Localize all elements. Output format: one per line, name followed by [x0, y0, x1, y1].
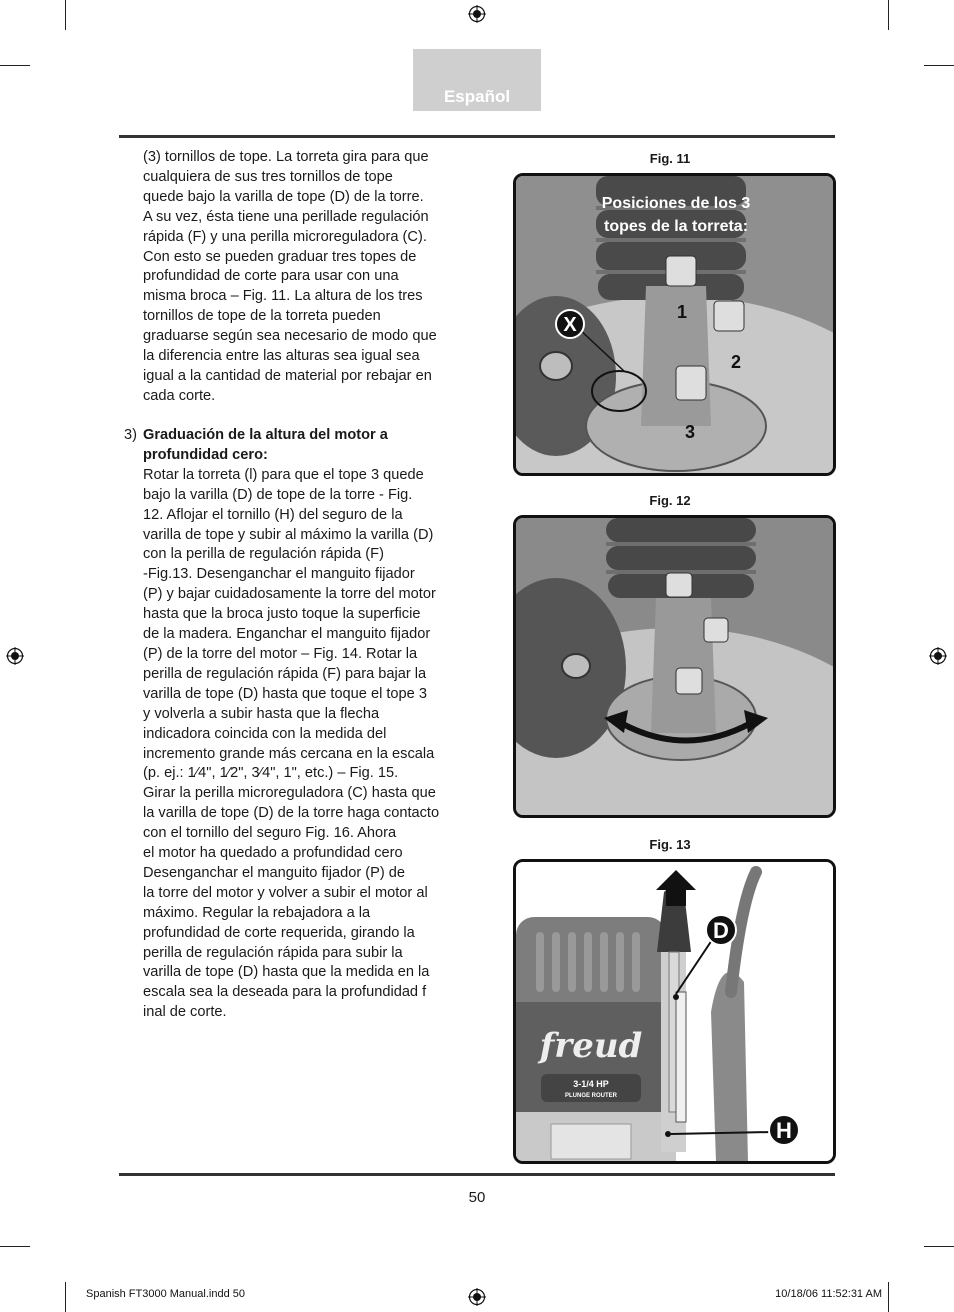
fig13-brand-logo: freud — [539, 1026, 643, 1066]
text-line: (P) y bajar cuidadosamente la torre del motor — [143, 586, 436, 603]
text-line: perilla de regulación rápida para subir la — [143, 944, 403, 961]
file-slug: Spanish FT3000 Manual.indd 50 — [86, 1288, 245, 1300]
text-line: A su vez, ésta tiene una perillade regulación — [143, 208, 429, 225]
text-line: varilla de tope (D) hasta que la medida en la — [143, 964, 430, 981]
crop-mark — [888, 1282, 889, 1312]
text-line: indicadora coincida con la medida del — [143, 725, 387, 742]
text-line: bajo la varilla (D) de tope de la torre - Fig. — [143, 486, 413, 503]
fig11-caption-line1: Posiciones de los 3 — [601, 195, 751, 212]
text-line: (p. ej.: 1⁄4", 1⁄2", 3⁄4", 1", etc.) – Fig. 15. — [143, 765, 399, 782]
fig12-photo — [513, 515, 836, 818]
crop-mark — [924, 65, 954, 66]
section-heading: profundidad cero: — [143, 446, 268, 463]
crop-mark — [0, 65, 30, 66]
crop-mark — [0, 1246, 30, 1247]
registration-mark-icon — [929, 647, 947, 665]
text-line: varilla de tope (D) hasta que toque el tope 3 — [143, 685, 427, 702]
text-line: (3) tornillos de tope. La torreta gira para que — [143, 149, 429, 165]
text-line: Con esto se pueden graduar tres topes de — [143, 248, 417, 265]
text-line: Desenganchar el manguito fijador (P) de — [143, 864, 406, 881]
text-line: perilla de regulación rápida (F) para bajar la — [143, 665, 427, 682]
crop-mark — [65, 1282, 66, 1312]
fig13-model-line1: 3-1/4 HP — [573, 1079, 609, 1089]
registration-mark-icon — [468, 1288, 486, 1306]
paragraph-zero-depth — [143, 426, 481, 1023]
text-line: máximo. Regular la rebajadora a la — [143, 904, 371, 921]
text-line: (P) de la torre del motor – Fig. 14. Rotar la — [143, 645, 418, 662]
text-line: hasta que la broca justo toque la superficie — [143, 606, 421, 623]
text-line: quede bajo la varilla de tope (D) de la torre. — [143, 188, 424, 205]
fig13-model-line2: PLUNGE ROUTER — [564, 1093, 618, 1099]
page-number: 50 — [468, 1189, 486, 1206]
fig13-marker-h: H — [776, 1118, 792, 1143]
text-line: tornillos de tope de la torreta pueden — [143, 308, 381, 325]
print-timestamp: 10/18/06 11:52:31 AM — [775, 1288, 882, 1300]
text-line: de la madera. Enganchar el manguito fijador — [143, 626, 431, 643]
fig11-stop-1: 1 — [676, 302, 688, 322]
text-line: inal de corte. — [143, 1004, 227, 1021]
fig13-label: Fig. 13 — [649, 837, 691, 852]
text-line: 12. Aflojar el tornillo (H) del seguro de la — [143, 506, 403, 523]
fig11-marker-x: X — [563, 314, 577, 336]
fig13-marker-d: D — [713, 918, 729, 943]
section-heading: Graduación de la altura del motor a — [143, 427, 388, 443]
fig12-label: Fig. 12 — [649, 493, 691, 508]
text-line: -Fig.13. Desenganchar el manguito fijador — [143, 566, 415, 583]
text-line: igual a la cantidad de material por rebajar en — [143, 367, 432, 384]
text-line: graduarse según sea necesario de modo que — [143, 328, 437, 345]
text-line: con la perilla de regulación rápida (F) — [143, 546, 384, 563]
text-line: la diferencia entre las alturas sea igual sea — [143, 348, 420, 365]
registration-mark-icon — [468, 5, 486, 23]
text-line: cada corte. — [143, 387, 216, 404]
fig13-photo — [513, 859, 836, 1164]
language-tab-label: Español — [443, 87, 511, 106]
text-line: Rotar la torreta (l) para que el tope 3 quede — [143, 466, 424, 483]
text-line: profundidad de corte para usar con una — [143, 268, 399, 285]
crop-mark — [888, 0, 889, 30]
text-line: con el tornillo del seguro Fig. 16. Ahora — [143, 825, 397, 842]
registration-mark-icon — [6, 647, 24, 665]
text-line: la varilla de tope (D) de la torre haga contacto — [143, 805, 440, 822]
fig11-stop-2: 2 — [730, 352, 742, 372]
top-rule — [119, 135, 835, 138]
text-line: y volverla a subir hasta que la flecha — [143, 705, 380, 722]
text-line: varilla de tope y subir al máximo la varilla (D) — [143, 526, 434, 543]
text-line: misma broca – Fig. 11. La altura de los tres — [143, 288, 423, 305]
paragraph-turret-stops — [143, 148, 481, 407]
fig11-caption-line2: topes de la torreta: — [603, 218, 749, 235]
fig11-label: Fig. 11 — [649, 151, 691, 166]
text-line: escala sea la deseada para la profundidad f — [143, 984, 427, 1001]
text-line: el motor ha quedado a profundidad cero — [143, 845, 403, 862]
text-line: rápida (F) y una perilla microreguladora (C). — [143, 228, 427, 245]
list-number: 3) — [124, 427, 137, 443]
crop-mark — [65, 0, 66, 30]
crop-mark — [924, 1246, 954, 1247]
fig11-photo — [513, 173, 836, 476]
text-line: profundidad de corte requerida, girando la — [143, 924, 415, 941]
bottom-rule — [119, 1173, 835, 1176]
text-line: incremento grande más cercana en la escala — [143, 745, 435, 762]
fig11-stop-3: 3 — [684, 422, 696, 442]
text-line: cualquiera de sus tres tornillos de tope — [143, 168, 393, 185]
text-line: Girar la perilla microreguladora (C) hasta que — [143, 785, 436, 802]
text-line: la torre del motor y volver a subir el motor al — [143, 884, 428, 901]
language-tab — [413, 49, 541, 111]
